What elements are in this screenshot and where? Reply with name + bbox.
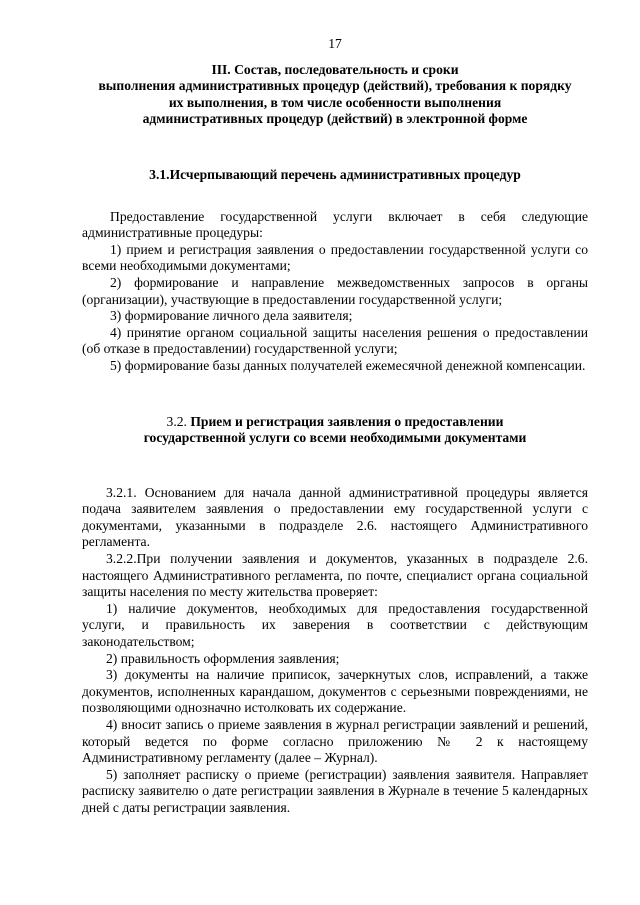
section-title-line: административных процедур (действий) в электронной форме — [142, 111, 528, 127]
subsection-31-title: 3.1.Исчерпывающий перечень административных процедур — [149, 166, 521, 182]
procedure-item: 3) формирование личного дела заявителя; — [110, 308, 353, 324]
procedure-item: 2) формирование и направление межведомственных запросов в органы (организации), участвующие в предоставлении государственной услуги; — [82, 274, 588, 307]
procedure-item: 4) принятие органом социальной защиты населения решения о предоставлении (об отказе в предоставлении) государственной услуги; — [82, 324, 588, 357]
page-number: 17 — [328, 36, 342, 51]
body-paragraph: 3.2.1. Основанием для начала данной административной процедуры является подача заявителем заявления о предоставлении ему государственной услуги с документами, указанными в подразделе 2.6. настоящего Административного регламента. — [82, 484, 588, 550]
document-page — [82, 36, 588, 817]
body-paragraph: 1) наличие документов, необходимых для предоставления государственной услуги, и правильность их заверения в соответствии с действующим законодательством; — [82, 600, 588, 650]
body-paragraph: 2) правильность оформления заявления; — [106, 650, 340, 666]
subsection-32-title-line: государственной услуги со всеми необходимыми документами — [143, 430, 527, 446]
body-paragraph: 5) заполняет расписку о приеме (регистрации) заявления заявителя. Направляет расписку заявителю о дате регистрации заявления в Журнале в течение 5 календарных дней с даты регистрации заявления. — [82, 766, 588, 815]
subsection-32-number: 3.2. — [166, 413, 191, 429]
body-paragraph: 3) документы на наличие приписок, зачеркнутых слов, исправлений, а также документов, исполненных карандашом, документов с серьезными повреждениями, не позволяющими однозначно истолковать их содержание. — [82, 667, 588, 716]
intro-paragraph: Предоставление государственной услуги включает в себя следующие административные процедуры: — [82, 208, 588, 241]
procedures-block — [82, 209, 588, 375]
section-title — [82, 62, 588, 128]
section-title-line: выполнения административных процедур (действий), требования к порядку — [98, 78, 572, 94]
section-title-line: их выполнения, в том числе особенности выполнения — [168, 94, 502, 110]
section-title-line: III. Состав, последовательность и сроки — [211, 61, 459, 77]
subsection-32-title — [82, 414, 588, 447]
body-paragraph: 3.2.2.При получении заявления и документов, указанных в подразделе 2.6. настоящего Административного регламента, по почте, специалист органа социальной защиты населения по месту жительства проверяет: — [82, 551, 588, 600]
procedure-item: 1) прием и регистрация заявления о предоставлении государственной услуги со всеми необходимыми документами; — [82, 241, 588, 274]
body-paragraph: 4) вносит запись о приеме заявления в журнал регистрации заявлений и решений, который ведется по форме согласно приложению № 2 к настоящему Административному регламенту (далее – Журнал). — [82, 717, 588, 766]
procedure-item: 5) формирование базы данных получателей ежемесячной денежной компенсации. — [110, 357, 586, 373]
subsection-32-title-line: Прием и регистрация заявления о предоставлении — [190, 413, 504, 429]
reception-block — [82, 485, 588, 817]
